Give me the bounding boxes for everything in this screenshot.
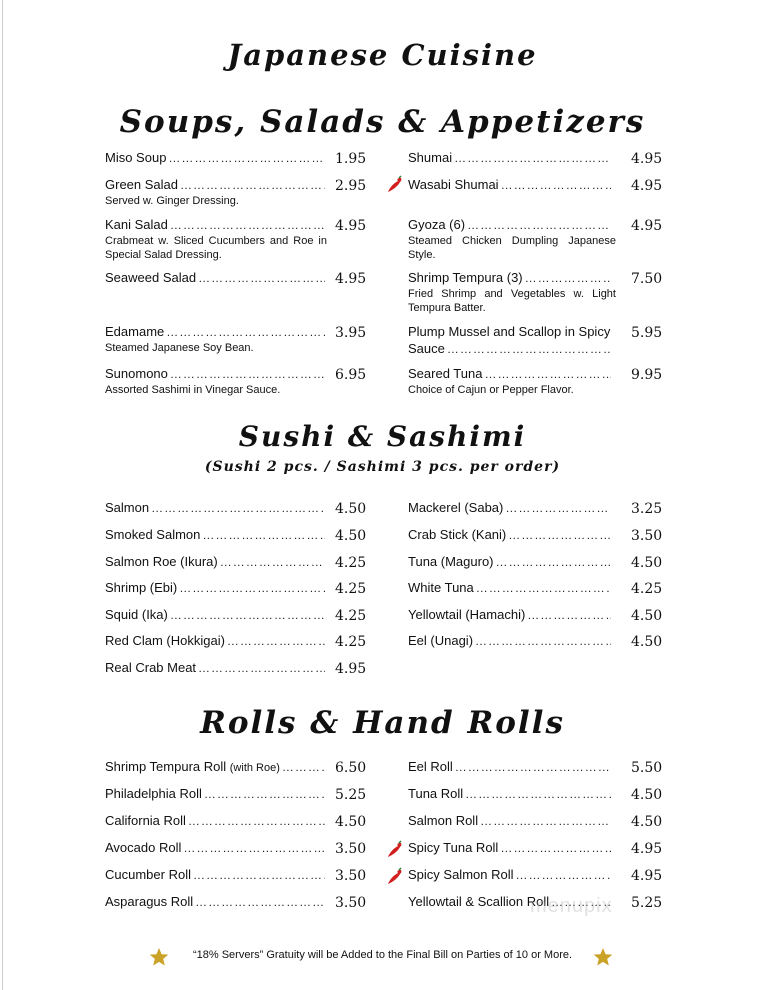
item-price: 4.50 [631,814,663,830]
item-name: Seared Tuna [408,366,483,381]
item-price: 5.25 [335,787,367,803]
item-name: Shrimp Tempura Roll [105,759,227,774]
item-price: 4.25 [335,608,367,624]
item-name: Spicy Salmon Roll [408,867,514,882]
item-price: 4.50 [631,555,663,571]
soups-section-title: Soups, Salads & Appetizers [119,104,646,140]
menu-item [408,499,678,517]
item-name: Philadelphia Roll [105,786,202,801]
item-description: Steamed Chicken Dumpling Japanese Style. [408,235,616,261]
menu-item [408,553,678,571]
item-name: Red Clam (Hokkigai) [105,633,225,648]
chili-pepper-icon [385,840,405,860]
menu-item [408,269,678,315]
item-name: Avocado Roll [105,840,182,855]
item-name: Tuna (Maguro) [408,554,494,569]
menu-item [105,579,375,597]
menu-item [105,149,375,167]
item-name: Eel (Unagi) [408,633,474,648]
menu-item [408,758,678,776]
menu-item [105,866,375,884]
item-price: 3.50 [631,528,663,544]
item-price: 4.50 [631,634,663,650]
item-price: 4.25 [631,581,663,597]
item-description: Fried Shrimp and Vegetables w. Light Tempura Batter. [408,288,616,314]
sushi-section-subtitle: (Sushi 2 pcs. / Sashimi 3 pcs. per order) [204,459,561,475]
menu-item [105,812,375,830]
item-price: 4.50 [631,608,663,624]
item-name: Salmon Roll [408,813,479,828]
item-description: Choice of Cajun or Pepper Flavor. [408,384,574,396]
item-price: 2.95 [335,178,367,194]
menu-item [105,176,375,208]
menu-item [408,579,678,597]
menu-item [105,526,375,544]
item-name: Shrimp (Ebi) [105,580,178,595]
menu-item [105,893,375,911]
menu-item [408,365,678,397]
item-price: 4.50 [335,501,367,517]
menu-item [105,839,375,857]
item-name: Eel Roll [408,759,453,774]
item-price: 1.95 [335,151,367,167]
item-price: 4.95 [631,868,663,884]
menu-item [408,323,678,358]
item-name: Squid (Ika) [105,607,168,622]
item-price: 5.50 [631,760,663,776]
item-name: Gyoza (6) [408,217,466,232]
chili-pepper-icon [385,867,405,887]
item-name: Shrimp Tempura (3) [408,270,523,285]
menu-item [105,365,375,397]
item-name: Cucumber Roll [105,867,191,882]
item-name: Miso Soup [105,150,167,165]
item-name: Shumai [408,150,453,165]
item-name: Plump Mussel and Scallop in Spicy [408,324,611,339]
item-price: 3.25 [631,501,663,517]
menu-item [105,269,375,287]
menu-item [105,606,375,624]
menu-item [408,176,678,194]
menu-item [105,632,375,650]
item-price: 7.50 [631,271,663,287]
item-price: 4.50 [335,528,367,544]
item-price: 4.95 [335,218,367,234]
menu-item [408,606,678,624]
item-name: Edamame [105,324,165,339]
menu-item [408,149,678,167]
menu-item [408,526,678,544]
item-price: 6.50 [335,760,367,776]
item-price: 9.95 [631,367,663,383]
item-description: Crabmeat w. Sliced Cucumbers and Roe in Special Salad Dressing. [105,235,327,261]
star-icon [593,947,613,967]
rolls-section-title: Rolls & Hand Rolls [200,705,565,741]
gratuity-notice: “18% Servers” Gratuity will be Added to the Final Bill on Parties of 10 or More. [192,949,573,961]
item-price: 3.50 [335,895,367,911]
menu-item [105,499,375,517]
item-name: Seaweed Salad [105,270,197,285]
item-price: 4.95 [335,661,367,677]
item-price: 4.50 [335,814,367,830]
item-price: 4.25 [335,555,367,571]
item-note: (with Roe) [229,762,280,774]
menu-item [408,812,678,830]
main-title: Japanese Cuisine [227,38,538,72]
item-price: 5.25 [631,895,663,911]
item-name: Sunomono [105,366,168,381]
item-name: Real Crab Meat [105,660,197,675]
menu-item [105,659,375,677]
item-description: Assorted Sashimi in Vinegar Sauce. [105,384,281,396]
chili-pepper-icon [385,175,405,195]
item-price: 4.25 [335,634,367,650]
item-name: Salmon [105,500,150,515]
item-name-continued: Sauce [408,341,445,356]
menu-item [408,839,678,857]
item-name: Green Salad [105,177,178,192]
item-name: Asparagus Roll [105,894,194,909]
item-price: 4.50 [631,787,663,803]
menu-item [408,216,678,262]
menu-item [105,785,375,803]
item-name: White Tuna [408,580,474,595]
menu-item [105,758,375,777]
menu-item [105,323,375,355]
item-description: Steamed Japanese Soy Bean. [105,342,254,354]
item-name: Mackerel (Saba) [408,500,504,515]
item-name: Wasabi Shumai [408,177,499,192]
item-name: Yellowtail (Hamachi) [408,607,526,622]
item-price: 3.95 [335,325,367,341]
item-name: Salmon Roe (Ikura) [105,554,218,569]
item-name: Smoked Salmon [105,527,201,542]
item-price: 4.25 [335,581,367,597]
item-price: 4.95 [631,841,663,857]
sushi-section-title: Sushi & Sashimi [238,420,527,453]
item-price: 4.95 [631,151,663,167]
item-price: 4.95 [631,218,663,234]
item-price: 3.50 [335,841,367,857]
menu-item [408,866,678,884]
item-name: Tuna Roll [408,786,464,801]
watermark: menupix [530,895,613,917]
item-name: Spicy Tuna Roll [408,840,499,855]
menu-item [105,553,375,571]
item-price: 6.95 [335,367,367,383]
item-price: 3.50 [335,868,367,884]
menu-item [105,216,375,262]
item-description: Served w. Ginger Dressing. [105,195,239,207]
item-price: 4.95 [335,271,367,287]
menu-item [408,632,678,650]
menu-item [408,785,678,803]
item-price: 5.95 [631,325,663,341]
item-name: California Roll [105,813,186,828]
item-name: Kani Salad [105,217,168,232]
item-name: Yellowtail & Scallion Roll [408,894,550,909]
page-edge [2,0,3,990]
item-name: Crab Stick (Kani) [408,527,507,542]
item-price: 4.95 [631,178,663,194]
